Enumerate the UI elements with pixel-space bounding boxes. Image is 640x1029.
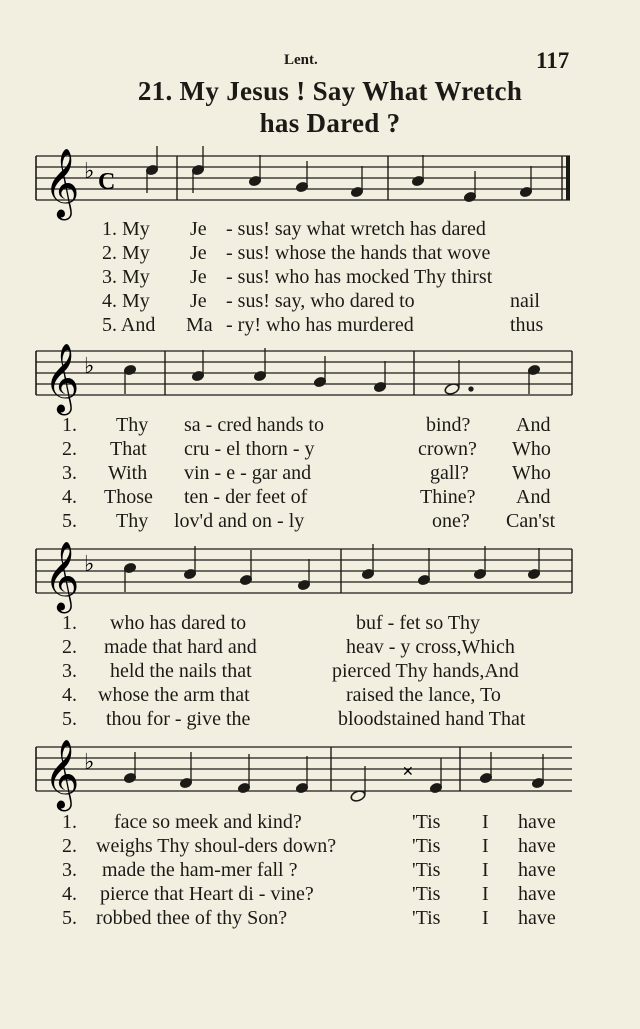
section-label: Lent. xyxy=(284,52,318,68)
verse-line: 4. pierce that Heart di - vine? 'Tis I have xyxy=(62,883,556,905)
verse-line: 4. My Je - sus! say, who dared to nail xyxy=(102,290,540,312)
notes-3 xyxy=(123,544,540,592)
hymn-title-continued: has Dared ? xyxy=(259,108,401,138)
staff-notation-2 xyxy=(0,340,640,420)
verse-line: 1. Thy sa - cred hands to bind? And xyxy=(62,414,551,436)
treble-clef-icon: 𝄞 xyxy=(44,739,80,809)
music-staff-2 xyxy=(0,340,640,420)
verse-line: 1. who has dared to buf - fet so Thy xyxy=(62,612,481,634)
staff-notation-1 xyxy=(0,145,640,225)
verse-line: 4. Those ten - der feet of Thine? And xyxy=(62,486,551,508)
flat-icon: ♭ xyxy=(84,159,95,184)
verse-line: 1. face so meek and kind? 'Tis I have xyxy=(62,811,556,833)
flat-icon: ♭ xyxy=(84,750,95,775)
flat-icon: ♭ xyxy=(84,354,95,379)
hymn-title: 21. My Jesus ! Say What Wretch xyxy=(137,76,523,106)
verses-system-3 xyxy=(0,612,640,732)
verse-line: 5. robbed thee of thy Son? 'Tis I have xyxy=(62,907,556,929)
staff-notation-3 xyxy=(0,538,640,618)
notes-1 xyxy=(145,146,532,203)
staff-notation-4 xyxy=(0,736,640,816)
running-header xyxy=(0,48,640,76)
notes-4 xyxy=(123,752,544,803)
treble-clef-icon: 𝄞 xyxy=(44,343,80,413)
page-number: 117 xyxy=(536,48,570,73)
verse-line: 1. My Je - sus! say what wretch has dared xyxy=(102,218,486,240)
verses-system-1 xyxy=(0,218,640,338)
music-staff-1 xyxy=(0,145,640,225)
time-signature-icon: C xyxy=(98,169,116,195)
verse-line: 2. My Je - sus! whose the hands that wove xyxy=(102,242,491,264)
verse-line: 5. thou for - give the bloodstained hand That xyxy=(62,708,526,730)
fermata-icon: ✕ xyxy=(402,764,414,780)
treble-clef-icon: 𝄞 xyxy=(44,148,80,218)
notes-2 xyxy=(123,348,540,396)
verse-line: 5. And Ma - ry! who has murdered thus xyxy=(102,314,544,336)
verse-line: 2. made that hard and heav - y cross,Which xyxy=(62,636,515,658)
verses-system-2 xyxy=(0,414,640,534)
flat-icon: ♭ xyxy=(84,552,95,577)
music-staff-3 xyxy=(0,538,640,618)
verse-line: 3. made the ham-mer fall ? 'Tis I have xyxy=(62,859,556,881)
verses-system-4 xyxy=(0,811,640,931)
verse-line: 5. Thy lov'd and on - ly one? Can'st xyxy=(62,510,556,532)
verse-line: 2. weighs Thy shoul-ders down? 'Tis I have xyxy=(62,835,556,857)
verse-line: 4. whose the arm that raised the lance, To xyxy=(62,684,501,706)
verse-line: 3. My Je - sus! who has mocked Thy thirst xyxy=(102,266,493,288)
verse-line: 2. That cru - el thorn - y crown? Who xyxy=(62,438,551,460)
music-staff-4 xyxy=(0,736,640,816)
treble-clef-icon: 𝄞 xyxy=(44,541,80,611)
verse-line: 3. held the nails that pierced Thy hands,And xyxy=(62,660,519,682)
verse-line: 3. With vin - e - gar and gall? Who xyxy=(62,462,551,484)
